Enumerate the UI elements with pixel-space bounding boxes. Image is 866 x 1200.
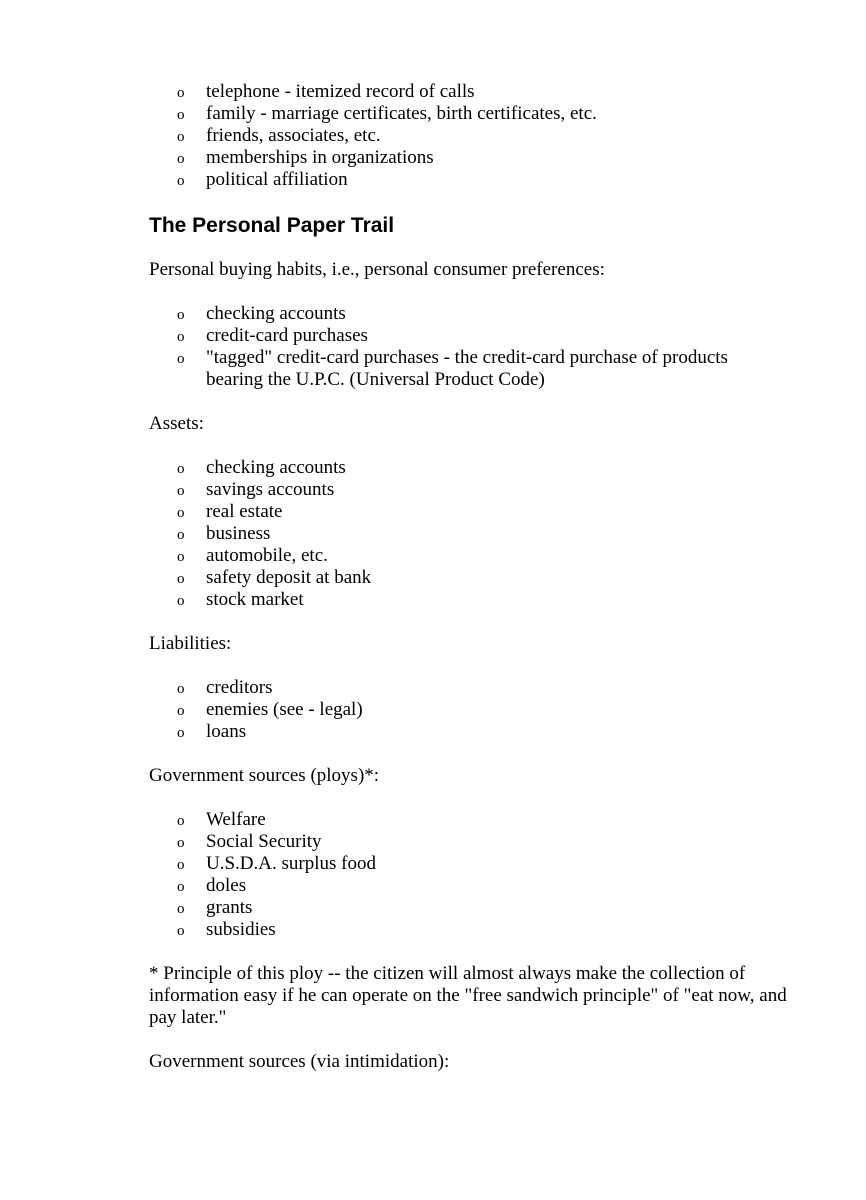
section-label: Assets: — [149, 413, 204, 434]
list-item-text: savings accounts — [206, 479, 335, 500]
bullet-marker: o — [177, 835, 185, 851]
list-item — [149, 125, 789, 147]
list-item — [149, 897, 789, 919]
list-item — [149, 809, 789, 831]
list-item — [149, 545, 789, 567]
list-item — [149, 169, 789, 191]
bullet-marker: o — [177, 923, 185, 939]
list-item-text: automobile, etc. — [206, 545, 328, 566]
bullet-marker: o — [177, 593, 185, 609]
list-item-text: creditors — [206, 677, 273, 698]
list-item-text: Social Security — [206, 831, 322, 852]
list-item — [149, 347, 789, 391]
list-item — [149, 721, 789, 743]
section-label: Government sources (ploys)*: — [149, 765, 380, 786]
list-item-text: grants — [206, 897, 253, 918]
list-item-text: loans — [206, 721, 247, 742]
list-item — [149, 479, 789, 501]
list-item — [149, 831, 789, 853]
list-item — [149, 457, 789, 479]
list-item-text: memberships in organizations — [206, 147, 434, 168]
list-item-text: doles — [206, 875, 247, 896]
list-item — [149, 147, 789, 169]
list-item-text: credit-card purchases — [206, 325, 368, 346]
section-label: Personal buying habits, i.e., personal consumer preferences: — [149, 259, 605, 280]
list-item-text: "tagged" credit-card purchases - the credit-card purchase of products bearing the U.P.C. (Universal Product Code) — [206, 347, 728, 390]
bullet-marker: o — [177, 151, 185, 167]
list-item — [149, 81, 789, 103]
bullet-marker: o — [177, 107, 185, 123]
bullet-marker: o — [177, 549, 185, 565]
list-item-text: friends, associates, etc. — [206, 125, 381, 146]
list-item-text: stock market — [206, 589, 304, 610]
list-item-text: family - marriage certificates, birth certificates, etc. — [206, 103, 597, 124]
list-item — [149, 699, 789, 721]
list-item — [149, 103, 789, 125]
list-item-text: safety deposit at bank — [206, 567, 372, 588]
government-ploys-list — [149, 809, 789, 941]
bullet-marker: o — [177, 483, 185, 499]
list-item — [149, 303, 789, 325]
list-item-text: checking accounts — [206, 457, 346, 478]
footnote: * Principle of this ploy -- the citizen will almost always make the collection of information easy if he can operate on the "free sandwich principle" of "eat now, and pay later." — [149, 963, 787, 1028]
bullet-marker: o — [177, 879, 185, 895]
top-bullet-list — [149, 81, 789, 191]
list-item — [149, 589, 789, 611]
list-item-text: U.S.D.A. surplus food — [206, 853, 376, 874]
bullet-marker: o — [177, 813, 185, 829]
bullet-marker: o — [177, 307, 185, 323]
bullet-marker: o — [177, 725, 185, 741]
list-item-text: business — [206, 523, 271, 544]
list-item-text: Welfare — [206, 809, 266, 830]
bullet-marker: o — [177, 571, 185, 587]
bullet-marker: o — [177, 329, 185, 345]
bullet-marker: o — [177, 461, 185, 477]
liabilities-list — [149, 677, 789, 743]
assets-list — [149, 457, 789, 611]
list-item — [149, 875, 789, 897]
closing-label: Government sources (via intimidation): — [149, 1051, 450, 1072]
list-item-text: enemies (see - legal) — [206, 699, 363, 720]
list-item-text: telephone - itemized record of calls — [206, 81, 475, 102]
list-item — [149, 853, 789, 875]
list-item — [149, 567, 789, 589]
bullet-marker: o — [177, 129, 185, 145]
list-item-text: subsidies — [206, 919, 276, 940]
list-item-text: political affiliation — [206, 169, 348, 190]
bullet-marker: o — [177, 173, 185, 189]
section-label: Liabilities: — [149, 633, 232, 654]
bullet-marker: o — [177, 857, 185, 873]
list-item — [149, 677, 789, 699]
bullet-marker: o — [177, 527, 185, 543]
bullet-marker: o — [177, 703, 185, 719]
buying-habits-list — [149, 303, 789, 391]
list-item-text: real estate — [206, 501, 283, 522]
bullet-marker: o — [177, 901, 185, 917]
list-item — [149, 919, 789, 941]
list-item — [149, 325, 789, 347]
bullet-marker: o — [177, 681, 185, 697]
list-item-text: checking accounts — [206, 303, 346, 324]
list-item — [149, 501, 789, 523]
bullet-marker: o — [177, 85, 185, 101]
list-item — [149, 523, 789, 545]
section-heading: The Personal Paper Trail — [149, 214, 395, 237]
bullet-marker: o — [177, 351, 185, 367]
bullet-marker: o — [177, 505, 185, 521]
document-content — [149, 81, 789, 1073]
